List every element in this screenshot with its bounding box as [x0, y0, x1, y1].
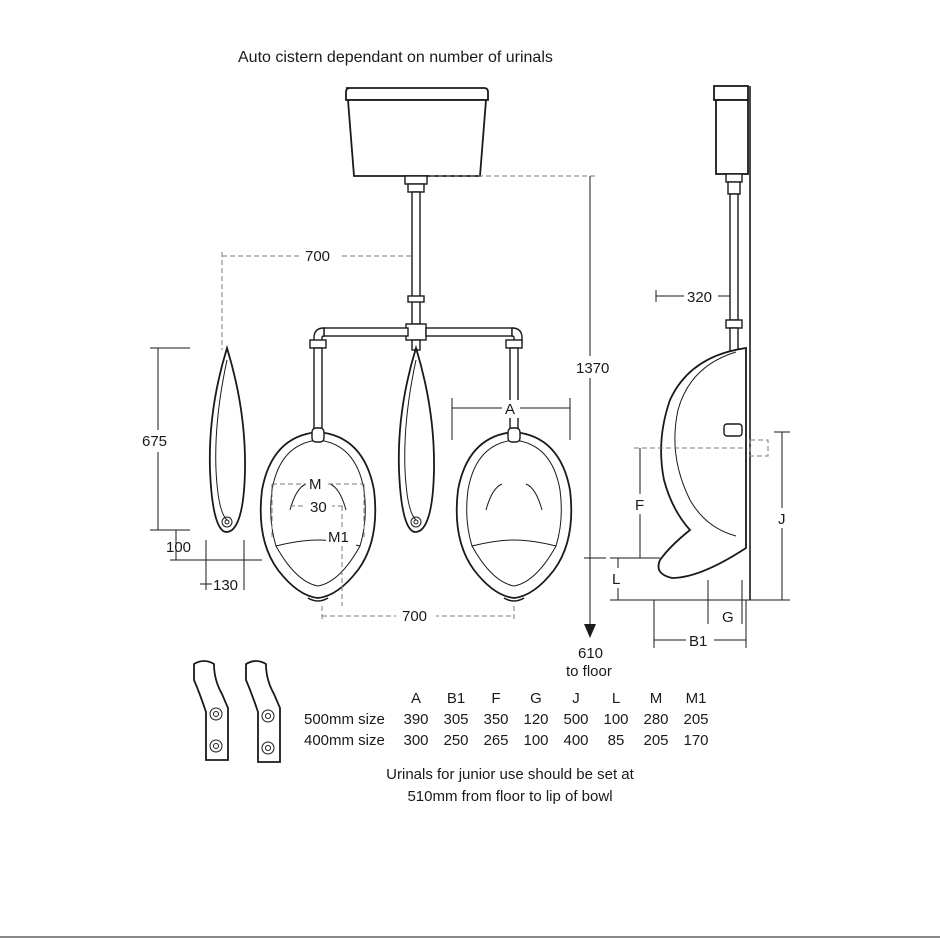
label-m: M — [309, 476, 322, 493]
table-row — [296, 730, 716, 751]
label-a: A — [505, 401, 516, 418]
divider-center — [399, 348, 434, 532]
size-table — [296, 688, 716, 751]
dim-320: 320 — [687, 289, 713, 306]
col-header: B1 — [446, 690, 466, 707]
dim-130: 130 — [213, 577, 239, 594]
table-cell: 390 — [403, 711, 429, 728]
urinal-right — [457, 428, 572, 601]
col-header: G — [530, 690, 542, 707]
divider-left — [210, 348, 245, 532]
table-cell: 305 — [443, 711, 469, 728]
note-line-1: Urinals for junior use should be set at — [386, 766, 634, 783]
label-m1: M1 — [328, 529, 349, 546]
label-b1: B1 — [689, 633, 708, 650]
table-corner — [296, 688, 396, 709]
label-30: 30 — [310, 499, 327, 516]
table-cell: 100 — [603, 711, 629, 728]
col-header: F — [491, 690, 501, 707]
junior-use-note — [360, 764, 660, 808]
bottom-border — [0, 936, 940, 938]
col-header: M1 — [685, 690, 707, 707]
table-row — [296, 709, 716, 730]
arrow-down-icon — [584, 624, 596, 638]
dim-to-floor: to floor — [566, 663, 612, 680]
label-g: G — [722, 609, 734, 626]
table-cell: 85 — [607, 732, 625, 749]
col-header: L — [611, 690, 621, 707]
table-cell: 350 — [483, 711, 509, 728]
col-header: M — [649, 690, 663, 707]
note-line-2: 510mm from floor to lip of bowl — [407, 788, 613, 805]
label-f: F — [635, 497, 645, 514]
side-elevation — [610, 86, 790, 648]
label-l: L — [612, 571, 621, 588]
table-cell: 100 — [523, 732, 549, 749]
table-header-row — [296, 688, 716, 709]
table-cell: 205 — [643, 732, 669, 749]
row-label: 500mm size — [304, 711, 385, 728]
dim-675: 675 — [142, 433, 168, 450]
wall-brackets — [194, 661, 280, 762]
table-cell: 280 — [643, 711, 669, 728]
table-cell: 300 — [403, 732, 429, 749]
dim-1370: 1370 — [576, 360, 610, 377]
table-cell: 205 — [683, 711, 709, 728]
table-cell: 265 — [483, 732, 509, 749]
col-header: J — [572, 690, 580, 707]
dim-700-bottom: 700 — [402, 608, 428, 625]
label-j: J — [778, 511, 786, 528]
table-cell: 500 — [563, 711, 589, 728]
dim-610: 610 — [578, 645, 604, 662]
table-cell: 400 — [563, 732, 589, 749]
table-cell: 250 — [443, 732, 469, 749]
drawing-title: Auto cistern dependant on number of urinals — [238, 49, 553, 66]
table-cell: 120 — [523, 711, 549, 728]
dim-100: 100 — [166, 539, 192, 556]
dim-700-top: 700 — [305, 248, 331, 265]
row-label: 400mm size — [304, 732, 385, 749]
table-cell: 170 — [683, 732, 709, 749]
col-header: A — [410, 690, 421, 707]
